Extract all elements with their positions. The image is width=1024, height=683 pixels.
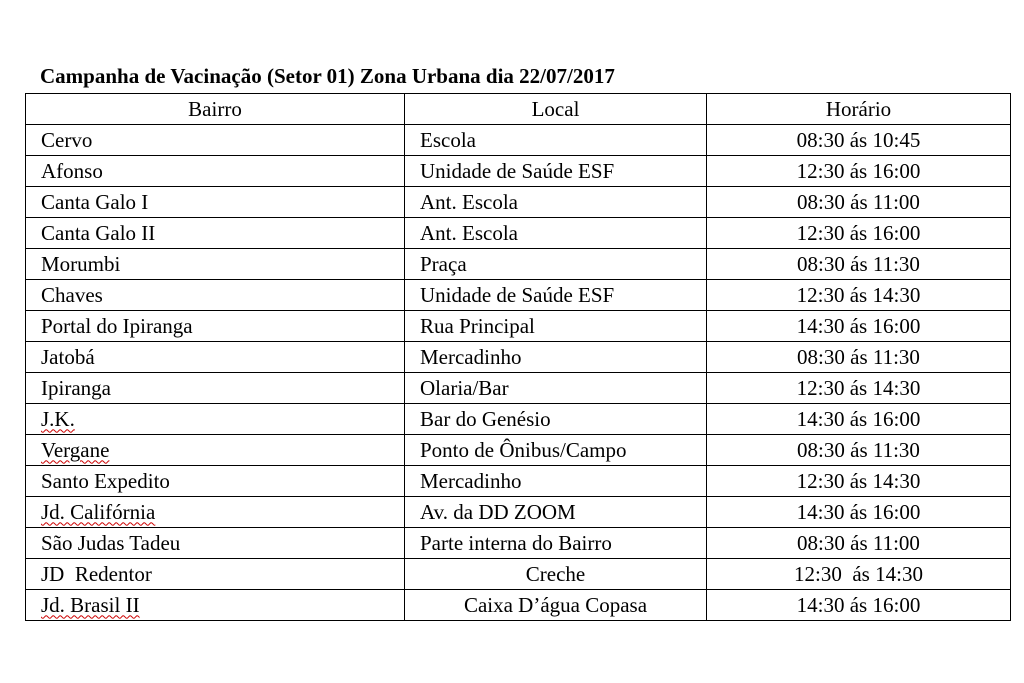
horario-cell: 08:30 ás 10:45 — [707, 125, 1011, 156]
table-row — [26, 218, 1011, 249]
horario-cell: 12:30 ás 16:00 — [707, 218, 1011, 249]
bairro-cell: Santo Expedito — [26, 466, 405, 497]
bairro-cell — [26, 435, 405, 466]
bairro-cell: São Judas Tadeu — [26, 528, 405, 559]
bairro-text: J.K. — [41, 406, 75, 431]
bairro-cell: Ipiranga — [26, 373, 405, 404]
bairro-cell: Morumbi — [26, 249, 405, 280]
bairro-cell: Cervo — [26, 125, 405, 156]
table-header-row — [26, 94, 1011, 125]
bairro-cell: Portal do Ipiranga — [26, 311, 405, 342]
table-row — [26, 125, 1011, 156]
table-row — [26, 590, 1011, 621]
bairro-cell — [26, 497, 405, 528]
local-cell: Praça — [405, 249, 707, 280]
horario-cell: 12:30 ás 14:30 — [707, 466, 1011, 497]
table-row — [26, 187, 1011, 218]
local-cell: Mercadinho — [405, 342, 707, 373]
table-row — [26, 497, 1011, 528]
table-row — [26, 249, 1011, 280]
horario-cell: 14:30 ás 16:00 — [707, 311, 1011, 342]
horario-cell: 14:30 ás 16:00 — [707, 404, 1011, 435]
local-cell: Ant. Escola — [405, 187, 707, 218]
local-cell: Unidade de Saúde ESF — [405, 156, 707, 187]
local-cell: Escola — [405, 125, 707, 156]
column-header-bairro: Bairro — [26, 94, 405, 125]
local-cell: Rua Principal — [405, 311, 707, 342]
table-row — [26, 435, 1011, 466]
column-header-horario: Horário — [707, 94, 1011, 125]
table-row — [26, 373, 1011, 404]
horario-cell: 12:30 ás 16:00 — [707, 156, 1011, 187]
table-row — [26, 404, 1011, 435]
local-cell: Bar do Genésio — [405, 404, 707, 435]
bairro-text: Vergane — [41, 437, 110, 462]
horario-cell: 08:30 ás 11:30 — [707, 435, 1011, 466]
bairro-cell: Afonso — [26, 156, 405, 187]
horario-cell: 14:30 ás 16:00 — [707, 590, 1011, 621]
horario-cell: 12:30 ás 14:30 — [707, 280, 1011, 311]
table-row — [26, 342, 1011, 373]
column-header-local: Local — [405, 94, 707, 125]
bairro-cell — [26, 590, 405, 621]
horario-cell: 14:30 ás 16:00 — [707, 497, 1011, 528]
vaccination-schedule-table — [25, 93, 1011, 621]
bairro-cell: JD Redentor — [26, 559, 405, 590]
local-cell: Av. da DD ZOOM — [405, 497, 707, 528]
bairro-cell: Chaves — [26, 280, 405, 311]
table-row — [26, 466, 1011, 497]
bairro-cell: Jatobá — [26, 342, 405, 373]
bairro-cell: Canta Galo I — [26, 187, 405, 218]
local-cell: Creche — [405, 559, 707, 590]
horario-cell: 08:30 ás 11:30 — [707, 249, 1011, 280]
local-cell: Ant. Escola — [405, 218, 707, 249]
local-cell: Mercadinho — [405, 466, 707, 497]
table-row — [26, 156, 1011, 187]
bairro-cell: Canta Galo II — [26, 218, 405, 249]
local-cell: Caixa D’água Copasa — [405, 590, 707, 621]
horario-cell: 12:30 ás 14:30 — [707, 559, 1011, 590]
horario-cell: 08:30 ás 11:30 — [707, 342, 1011, 373]
local-cell: Ponto de Ônibus/Campo — [405, 435, 707, 466]
horario-cell: 08:30 ás 11:00 — [707, 187, 1011, 218]
bairro-text: Jd. Brasil II — [41, 592, 140, 617]
local-cell: Parte interna do Bairro — [405, 528, 707, 559]
table-row — [26, 280, 1011, 311]
local-cell: Olaria/Bar — [405, 373, 707, 404]
horario-cell: 08:30 ás 11:00 — [707, 528, 1011, 559]
table-row — [26, 559, 1011, 590]
table-row — [26, 528, 1011, 559]
local-cell: Unidade de Saúde ESF — [405, 280, 707, 311]
document-title: Campanha de Vacinação (Setor 01) Zona Urbana dia 22/07/2017 — [40, 64, 615, 88]
horario-cell: 12:30 ás 14:30 — [707, 373, 1011, 404]
bairro-cell — [26, 404, 405, 435]
table-row — [26, 311, 1011, 342]
bairro-text: Jd. Califórnia — [41, 499, 156, 524]
